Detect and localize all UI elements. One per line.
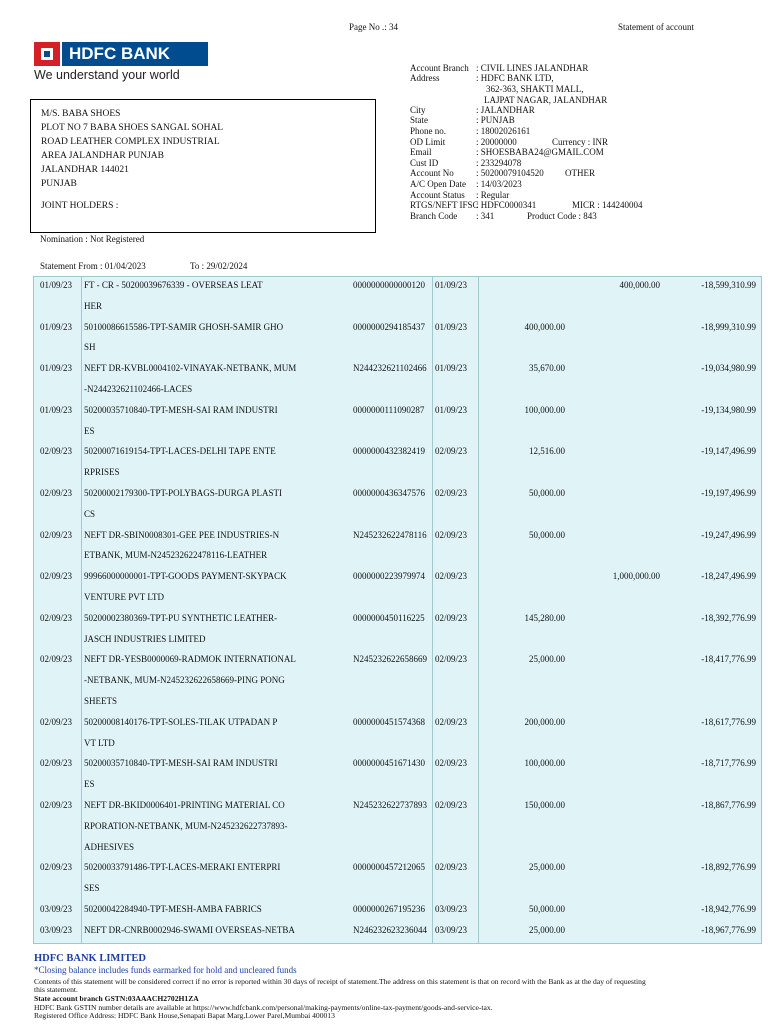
txn-date: 01/09/23 [40,404,73,415]
txn-narration: NEFT DR-BKID0006401-PRINTING MATERIAL CO [84,800,285,810]
txn-balance: -19,197,496.99 [701,488,756,498]
txn-narration: JASCH INDUSTRIES LIMITED [84,633,206,644]
txn-date: 02/09/23 [40,488,73,498]
hdfc-logo-icon [34,42,60,66]
txn-value-date: 02/09/23 [435,529,468,540]
joint-holders: JOINT HOLDERS : [41,201,119,211]
txn-value-date: 01/09/23 [435,321,468,332]
txn-balance: -18,617,776.99 [701,716,756,727]
txn-withdrawal: 150,000.00 [524,800,565,810]
txn-withdrawal: 50,000.00 [529,488,565,498]
txn-narration: NEFT DR-SBIN0008301-GEE PEE INDUSTRIES-N [84,529,280,540]
email: Email : SHOESBABA24@GMAIL.COM [410,147,604,157]
txn-narration: ES [84,779,95,790]
txn-ref: 0000000000000120 [353,280,425,290]
contents-note-cont: this statement. [34,985,78,994]
txn-value-date: 02/09/23 [435,571,468,582]
state-gstin: State account branch GSTN:03AAACH2702H1ZA [34,994,199,1003]
txn-date: 02/09/23 [40,800,73,810]
txn-narration: NEFT DR-CNRB0002946-SWAMI OVERSEAS-NETBA [84,924,295,935]
txn-narration: HER [84,300,102,311]
txn-date: 01/09/23 [40,280,73,290]
od-limit: OD Limit : 20000000 [410,137,517,147]
currency: Currency : INR [552,137,608,147]
txn-date: 02/09/23 [40,612,73,623]
txn-withdrawal: 25,000.00 [529,654,565,665]
txn-withdrawal: 400,000.00 [524,321,565,332]
txn-narration: 50200033791486-TPT-LACES-MERAKI ENTERPRI [84,862,281,873]
txn-balance: -18,599,310.99 [701,280,756,290]
column-divider [81,277,82,943]
txn-value-date: 01/09/23 [435,363,468,374]
txn-value-date: 03/09/23 [435,904,468,914]
txn-balance: -19,034,980.99 [701,363,756,374]
txn-narration: RPORATION-NETBANK, MUM-N245232622737893- [84,820,288,831]
branch-address-line: LAJPAT NAGAR, JALANDHAR [484,95,608,105]
txn-ref: 0000000451671430 [353,758,425,769]
txn-narration: SH [84,342,96,353]
statement-from: Statement From : 01/04/2023 [40,261,146,271]
txn-date: 02/09/23 [40,446,73,457]
txn-withdrawal: 25,000.00 [529,924,565,935]
txn-date: 02/09/23 [40,758,73,769]
customer-address-box [30,99,376,233]
txn-value-date: 01/09/23 [435,404,468,415]
txn-ref: N245232622658669 [353,654,427,665]
txn-withdrawal: 12,516.00 [529,446,565,457]
logo-text: HDFC BANK [62,42,208,66]
txn-ref: 0000000267195236 [353,904,425,914]
txn-ref: 0000000294185437 [353,321,425,332]
txn-value-date: 02/09/23 [435,488,468,498]
txn-date: 01/09/23 [40,363,73,374]
txn-date: 02/09/23 [40,716,73,727]
txn-balance: -19,247,496.99 [701,529,756,540]
txn-narration: 50200071619154-TPT-LACES-DELHI TAPE ENTE [84,446,276,457]
branch-address: Address : HDFC BANK LTD, [410,73,554,83]
txn-balance: -18,867,776.99 [701,800,756,810]
phone-no: Phone no. : 18002026161 [410,126,531,136]
customer-line: M/S. BABA SHOES [41,109,121,119]
txn-balance: -18,892,776.99 [701,862,756,873]
state: State : PUNJAB [410,115,515,125]
rtgs-ifsc: RTGS/NEFT IFSC: HDFC0000341 [410,200,537,210]
txn-date: 02/09/23 [40,654,73,665]
txn-narration: ADHESIVES [84,841,135,852]
txn-value-date: 02/09/23 [435,612,468,623]
txn-balance: -18,967,776.99 [701,924,756,935]
txn-ref: 0000000436347576 [353,488,425,498]
branch-address-line: 362-363, SHAKTI MALL, [486,84,584,94]
txn-narration: ETBANK, MUM-N245232622478116-LEATHER [84,550,268,561]
customer-line: JALANDHAR 144021 [41,165,129,175]
txn-date: 03/09/23 [40,924,73,935]
transactions-table [33,276,762,944]
gstin-details-link[interactable]: HDFC Bank GSTIN number details are available at https://www.hdfcbank.com/personal/making-payments/online-tax-payment/goods-and-service-tax. [34,1003,493,1012]
product-code: Product Code : 843 [527,211,597,221]
txn-narration: 50200002179300-TPT-POLYBAGS-DURGA PLASTI [84,488,283,498]
txn-date: 02/09/23 [40,529,73,540]
account-status: Account Status : Regular [410,190,510,200]
txn-balance: -18,942,776.99 [701,904,756,914]
nomination: Nomination : Not Registered [40,234,145,244]
txn-withdrawal: 25,000.00 [529,862,565,873]
txn-ref: 0000000432382419 [353,446,425,457]
txn-narration: CS [84,508,96,519]
txn-value-date: 02/09/23 [435,758,468,769]
txn-ref: 0000000457212065 [353,862,425,873]
txn-narration: 50200008140176-TPT-SOLES-TILAK UTPADAN P [84,716,278,727]
customer-line: ROAD LEATHER COMPLEX INDUSTRIAL [41,137,220,147]
tagline: We understand your world [34,68,180,82]
txn-date: 03/09/23 [40,904,73,914]
txn-balance: -18,417,776.99 [701,654,756,665]
txn-narration: SES [84,883,100,894]
column-divider [478,277,479,943]
footer-bank-name: HDFC BANK LIMITED [34,953,147,964]
txn-narration: NEFT DR-KVBL0004102-VINAYAK-NETBANK, MUM [84,363,297,374]
txn-withdrawal: 35,670.00 [529,363,565,374]
txn-deposit: 1,000,000.00 [612,571,660,582]
page-number: Page No .: 34 [349,22,398,32]
customer-line: AREA JALANDHAR PUNJAB [41,151,164,161]
txn-narration: VT LTD [84,737,115,748]
txn-balance: -18,717,776.99 [701,758,756,769]
txn-value-date: 02/09/23 [435,862,468,873]
txn-balance: -18,999,310.99 [701,321,756,332]
txn-withdrawal: 100,000.00 [524,404,565,415]
txn-narration: 50200002380369-TPT-PU SYNTHETIC LEATHER- [84,612,278,623]
statement-to: To : 29/02/2024 [190,261,248,271]
txn-value-date: 03/09/23 [435,924,468,935]
statement-label: Statement of account [618,22,694,32]
txn-withdrawal: 200,000.00 [524,716,565,727]
txn-deposit: 400,000.00 [619,280,660,290]
txn-value-date: 02/09/23 [435,716,468,727]
txn-ref: N246232623236044 [353,924,427,935]
registered-office: Registered Office Address: HDFC Bank House,Senapati Bapat Marg,Lower Parel,Mumbai 400013 [34,1011,335,1020]
customer-line: PLOT NO 7 BABA SHOES SANGAL SOHAL [41,123,224,133]
txn-narration: RPRISES [84,467,120,478]
txn-value-date: 02/09/23 [435,654,468,665]
txn-ref: N244232621102466 [353,363,427,374]
txn-ref: 0000000111090287 [353,404,425,415]
txn-value-date: 01/09/23 [435,280,468,290]
txn-narration: 99966000000001-TPT-GOODS PAYMENT-SKYPACK [84,571,287,582]
txn-withdrawal: 50,000.00 [529,529,565,540]
txn-withdrawal: 50,000.00 [529,904,565,914]
account-branch: Account Branch : CIVIL LINES JALANDHAR [410,63,589,73]
branch-code: Branch Code : 341 [410,211,495,221]
txn-ref: 0000000450116225 [353,612,425,623]
micr: MICR : 144240004 [572,200,643,210]
city: City : JALANDHAR [410,105,535,115]
txn-narration: 50200042284940-TPT-MESH-AMBA FABRICS [84,904,262,914]
txn-narration: SHEETS [84,696,118,706]
column-divider [432,277,433,943]
txn-narration: VENTURE PVT LTD [84,592,165,602]
txn-narration: 50200035710840-TPT-MESH-SAI RAM INDUSTRI [84,404,278,415]
txn-narration: 50200035710840-TPT-MESH-SAI RAM INDUSTRI [84,758,278,769]
txn-ref: 0000000451574368 [353,716,425,727]
txn-date: 02/09/23 [40,862,73,873]
account-no: Account No : 50200079104520 [410,168,544,178]
txn-ref: 0000000223979974 [353,571,425,582]
txn-balance: -18,247,496.99 [701,571,756,582]
cust-id: Cust ID : 233294078 [410,158,522,168]
account-type: OTHER [565,168,595,178]
contents-note: Contents of this statement will be considered correct if no error is reported within 30 days of receipt of statement.The address on this statement is that on record with the Bank as at the day of requesting [34,977,646,986]
hdfc-logo [34,42,208,66]
txn-narration: 50100086615586-TPT-SAMIR GHOSH-SAMIR GHO [84,321,284,332]
txn-value-date: 02/09/23 [435,446,468,457]
txn-narration: NEFT DR-YESB0000069-RADMOK INTERNATIONAL [84,654,296,665]
txn-withdrawal: 145,280.00 [524,612,565,623]
txn-balance: -18,392,776.99 [701,612,756,623]
txn-ref: N245232622737893 [353,800,427,810]
txn-narration: -N244232621102466-LACES [84,384,193,394]
closing-balance-note: *Closing balance includes funds earmarked for hold and uncleared funds [34,965,297,975]
txn-balance: -19,147,496.99 [701,446,756,457]
customer-line: PUNJAB [41,179,77,189]
txn-narration: FT - CR - 50200039676339 - OVERSEAS LEAT [84,280,263,290]
txn-value-date: 02/09/23 [435,800,468,810]
txn-withdrawal: 100,000.00 [524,758,565,769]
txn-date: 01/09/23 [40,321,73,332]
txn-balance: -19,134,980.99 [701,404,756,415]
ac-open-date: A/C Open Date : 14/03/2023 [410,179,522,189]
txn-narration: -NETBANK, MUM-N245232622658669-PING PONG [84,675,285,686]
txn-date: 02/09/23 [40,571,73,582]
txn-narration: ES [84,425,95,436]
txn-ref: N245232622478116 [353,529,427,540]
